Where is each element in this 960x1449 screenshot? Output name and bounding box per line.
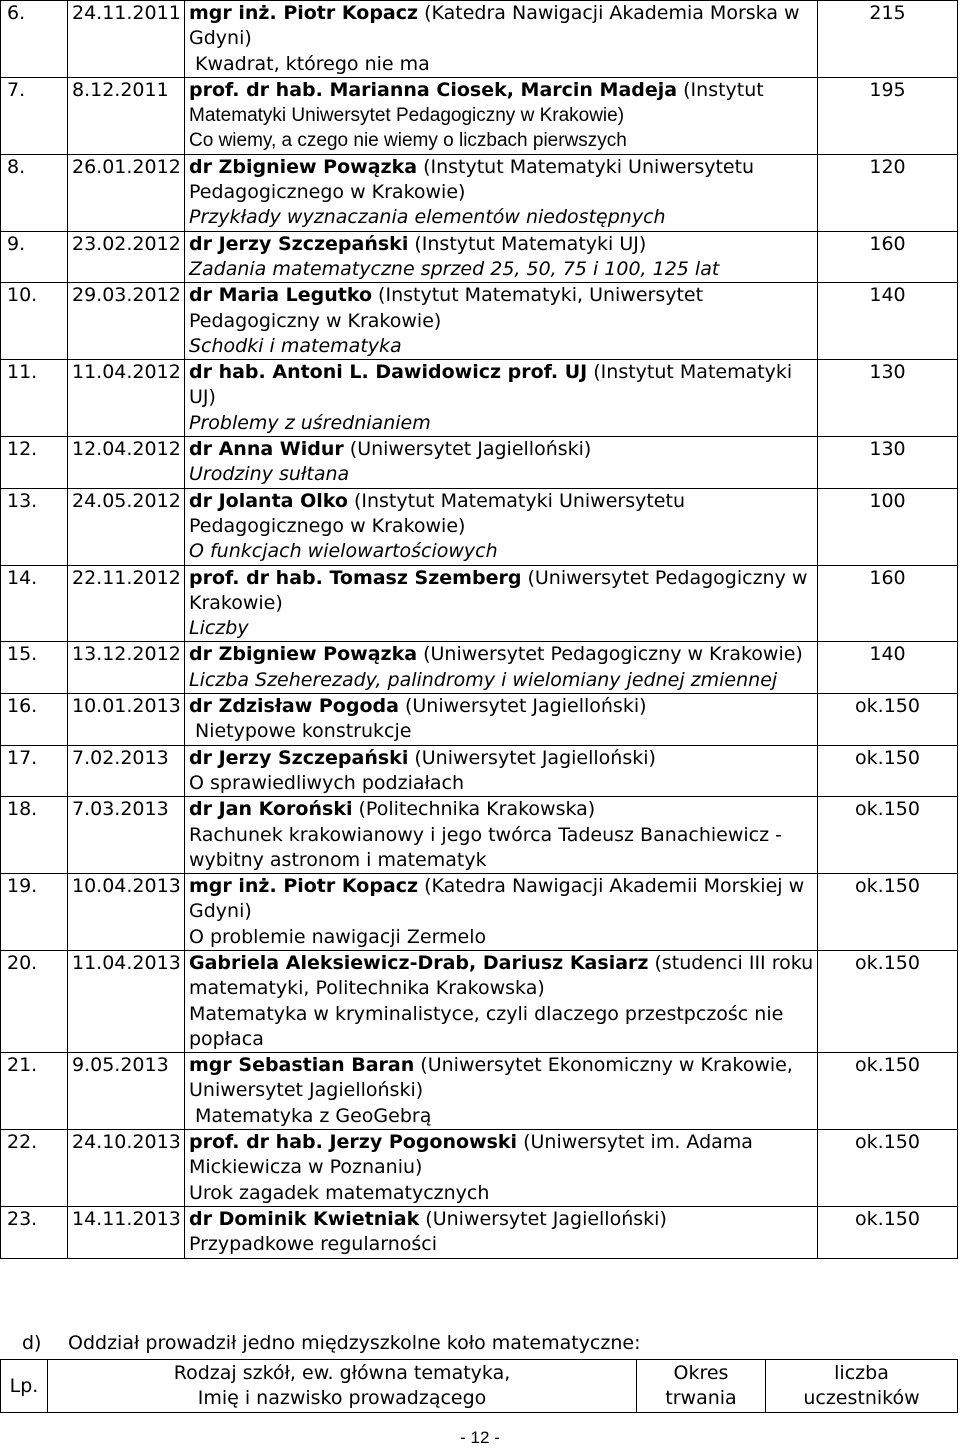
lecture-line <box>189 155 813 180</box>
header-school-line2: Imię i nazwisko prowadzącego <box>197 1387 487 1409</box>
lecture-line <box>189 257 813 282</box>
row-number: 12. <box>1 437 68 489</box>
row-date: 10.04.2013 <box>68 874 185 951</box>
row-date: 24.10.2013 <box>68 1130 185 1207</box>
row-participants: ok.150 <box>818 1206 958 1258</box>
table-row <box>1 565 958 642</box>
lecture-text: UJ) <box>189 386 216 409</box>
lecture-line <box>189 437 813 462</box>
section-d-text: Oddział prowadził jedno międzyszkolne koło matematyczne: <box>68 1332 641 1354</box>
header-period-line2: trwania <box>665 1387 737 1409</box>
header-period-line1: Okres <box>673 1362 729 1384</box>
row-date: 24.11.2011 <box>68 1 185 78</box>
lecture-line <box>189 462 813 487</box>
lecture-text: (Uniwersytet Pedagogiczny w <box>521 566 808 589</box>
lecture-text: Rachunek krakowianowy i jego twórca Tadeusz Banachiewicz - <box>189 823 782 846</box>
lecture-line <box>189 128 813 153</box>
lecture-line <box>189 591 813 616</box>
header-count-line1: liczba <box>834 1362 889 1384</box>
lecture-line <box>189 899 813 924</box>
lecture-line <box>189 1 813 26</box>
speaker-name: mgr inż. Piotr Kopacz <box>189 875 419 898</box>
lecture-line <box>189 719 813 744</box>
speaker-name: prof. dr hab. Jerzy Pogonowski <box>189 1131 518 1154</box>
row-lecture-details <box>185 360 818 437</box>
row-number: 11. <box>1 360 68 437</box>
lecture-line <box>189 668 813 693</box>
speaker-name: Gabriela Aleksiewicz-Drab, Dariusz Kasiarz <box>189 951 649 974</box>
lecture-line <box>189 489 813 514</box>
row-participants: 215 <box>818 1 958 78</box>
speaker-name: dr Maria Legutko <box>189 284 373 307</box>
table-row <box>1 77 958 154</box>
header-school-line1: Rodzaj szkół, ew. główna tematyka, <box>173 1362 511 1384</box>
row-number: 10. <box>1 283 68 360</box>
lecture-line <box>189 1078 813 1103</box>
lecture-text: (Instytut <box>677 78 764 101</box>
lecture-text: Przypadkowe regularności <box>189 1233 438 1256</box>
lecture-line <box>189 951 813 976</box>
row-lecture-details <box>185 874 818 951</box>
lecture-line <box>189 976 813 1001</box>
speaker-name: dr Dominik Kwietniak <box>189 1207 420 1230</box>
row-lecture-details <box>185 1053 818 1130</box>
row-lecture-details <box>185 283 818 360</box>
lecture-text: Kwadrat, którego nie ma <box>195 52 430 75</box>
table-row <box>1 874 958 951</box>
row-number: 9. <box>1 231 68 283</box>
lecture-line <box>189 566 813 591</box>
row-participants: ok.150 <box>818 1130 958 1207</box>
row-date: 23.02.2012 <box>68 231 185 283</box>
table-row <box>1 154 958 231</box>
lecture-text: matematyki, Politechnika Krakowska) <box>189 977 545 1000</box>
speaker-name: mgr inż. Piotr Kopacz <box>189 2 419 24</box>
lecture-line <box>189 283 813 308</box>
lecture-line <box>189 1130 813 1155</box>
row-number: 17. <box>1 745 68 797</box>
speaker-name: dr Zbigniew Powązka <box>189 155 418 178</box>
row-date: 11.04.2013 <box>68 950 185 1052</box>
lecture-line <box>189 823 813 848</box>
table-row <box>1 488 958 565</box>
lecture-line <box>189 309 813 334</box>
lecture-text: (Uniwersytet Ekonomiczny w Krakowie, <box>414 1054 793 1077</box>
lecture-line <box>189 642 813 667</box>
speaker-name: dr Jerzy Szczepański <box>189 232 409 255</box>
table-row <box>1 642 958 694</box>
lecture-title: Przykłady wyznaczania elementów niedostępnych <box>189 206 666 229</box>
lecture-line <box>189 78 813 103</box>
lecture-line <box>189 52 813 77</box>
lecture-title: Schodki i matematyka <box>189 334 402 357</box>
lecture-text: Co wiemy, a czego nie wiemy o liczbach pierwszych <box>189 130 627 152</box>
row-participants: ok.150 <box>818 694 958 746</box>
lecture-text: Mickiewicza w Poznaniu) <box>189 1156 423 1179</box>
row-participants: ok.150 <box>818 1053 958 1130</box>
row-lecture-details <box>185 797 818 874</box>
row-number: 7. <box>1 77 68 154</box>
lecture-text: Pedagogicznego w Krakowie) <box>189 181 466 204</box>
section-d <box>22 1332 960 1354</box>
lecture-text: (Uniwersytet Jagielloński) <box>343 438 592 461</box>
table-row <box>1 745 958 797</box>
row-number: 18. <box>1 797 68 874</box>
lecture-line <box>189 180 813 205</box>
row-lecture-details <box>185 437 818 489</box>
lecture-title: Zadania matematyczne sprzed 25, 50, 75 i 100, 125 lat <box>189 257 720 280</box>
row-date: 22.11.2012 <box>68 565 185 642</box>
row-participants: 140 <box>818 283 958 360</box>
row-number: 20. <box>1 950 68 1052</box>
speaker-name: dr Anna Widur <box>189 438 344 461</box>
row-date: 12.04.2012 <box>68 437 185 489</box>
lecture-text: (Instytut Matematyki Uniwersytetu <box>347 489 685 512</box>
lecture-text: (Politechnika Krakowska) <box>352 798 596 821</box>
lecture-line <box>189 746 813 771</box>
row-number: 6. <box>1 1 68 78</box>
lecture-title: Liczba Szeherezady, palindromy i wielomiany jednej zmiennej <box>189 668 778 691</box>
row-lecture-details <box>185 694 818 746</box>
row-date: 29.03.2012 <box>68 283 185 360</box>
lecture-text: Pedagogicznego w Krakowie) <box>189 514 466 537</box>
lecture-text: (Katedra Nawigacji Akademii Morskiej w <box>418 875 805 898</box>
lecture-line <box>189 360 813 385</box>
lecture-title: O funkcjach wielowartościowych <box>189 540 498 563</box>
lecture-text: Gdyni) <box>189 900 252 923</box>
row-number: 15. <box>1 642 68 694</box>
lecture-line <box>189 385 813 410</box>
lecture-line <box>189 26 813 51</box>
page-number: - 12 - <box>460 1428 500 1447</box>
table-row <box>1 437 958 489</box>
row-lecture-details <box>185 565 818 642</box>
row-date: 24.05.2012 <box>68 488 185 565</box>
row-date: 13.12.2012 <box>68 642 185 694</box>
row-participants: 120 <box>818 154 958 231</box>
row-date: 7.02.2013 <box>68 745 185 797</box>
speaker-name: prof. dr hab. Tomasz Szemberg <box>189 566 522 589</box>
lecture-line <box>189 411 813 436</box>
lecture-line <box>189 616 813 641</box>
lecture-text: Matematyka z GeoGebrą <box>195 1104 432 1127</box>
row-date: 26.01.2012 <box>68 154 185 231</box>
row-lecture-details <box>185 1130 818 1207</box>
lecture-text: (Katedra Nawigacji Akademia Morska w <box>418 2 800 24</box>
speaker-name: mgr Sebastian Baran <box>189 1054 415 1077</box>
row-lecture-details <box>185 154 818 231</box>
header-count <box>766 1360 958 1413</box>
header-school <box>48 1360 637 1413</box>
table-row <box>1 360 958 437</box>
lecture-line <box>189 232 813 257</box>
row-date: 8.12.2011 <box>68 77 185 154</box>
row-participants: 100 <box>818 488 958 565</box>
lecture-title: Liczby <box>189 617 249 640</box>
row-lecture-details <box>185 77 818 154</box>
row-participants: 160 <box>818 231 958 283</box>
speaker-name: prof. dr hab. Marianna Ciosek, Marcin Madeja <box>189 78 678 101</box>
lecture-text: (Uniwersytet im. Adama <box>517 1131 753 1154</box>
lecture-line <box>189 848 813 873</box>
row-lecture-details <box>185 488 818 565</box>
speaker-name: dr Zbigniew Powązka <box>189 643 418 666</box>
table-row <box>1 797 958 874</box>
speaker-name: dr Jolanta Olko <box>189 489 348 512</box>
lecture-line <box>189 1053 813 1078</box>
lecture-line <box>189 1181 813 1206</box>
math-circle-table-header <box>1 1360 958 1413</box>
row-participants: ok.150 <box>818 874 958 951</box>
row-number: 16. <box>1 694 68 746</box>
row-number: 8. <box>1 154 68 231</box>
header-lp: Lp. <box>1 1360 48 1413</box>
lecture-line <box>189 1027 813 1052</box>
lecture-title: Urodziny sułtana <box>189 463 350 486</box>
row-date: 11.04.2012 <box>68 360 185 437</box>
speaker-name: dr Zdzisław Pogoda <box>189 695 399 718</box>
row-participants: 130 <box>818 360 958 437</box>
lecture-line <box>189 205 813 230</box>
math-circle-table <box>0 1359 958 1413</box>
row-number: 14. <box>1 565 68 642</box>
lecture-text: (Instytut Matematyki <box>587 361 793 384</box>
lecture-line <box>189 334 813 359</box>
lecture-text: popłaca <box>189 1027 264 1050</box>
lecture-line <box>189 694 813 719</box>
row-lecture-details <box>185 950 818 1052</box>
row-lecture-details <box>185 1206 818 1258</box>
header-period <box>637 1360 766 1413</box>
table-row <box>1 1206 958 1258</box>
table-row <box>1 950 958 1052</box>
row-lecture-details <box>185 231 818 283</box>
row-number: 13. <box>1 488 68 565</box>
table-row <box>1 1130 958 1207</box>
row-number: 21. <box>1 1053 68 1130</box>
row-number: 22. <box>1 1130 68 1207</box>
lecture-line <box>189 1155 813 1180</box>
lecture-line <box>189 514 813 539</box>
row-participants: ok.150 <box>818 797 958 874</box>
lecture-text: Gdyni) <box>189 27 252 50</box>
lecture-line <box>189 874 813 899</box>
lecture-text: (Uniwersytet Jagielloński) <box>408 746 656 769</box>
row-participants: 140 <box>818 642 958 694</box>
lecture-text: (Instytut Matematyki, Uniwersytet <box>372 284 704 307</box>
row-lecture-details <box>185 745 818 797</box>
row-participants: ok.150 <box>818 950 958 1052</box>
lecture-text: (studenci III roku <box>648 951 814 974</box>
row-participants: 130 <box>818 437 958 489</box>
lecture-text: Urok zagadek matematycznych <box>189 1181 490 1204</box>
speaker-name: dr Jerzy Szczepański <box>189 746 409 769</box>
row-number: 19. <box>1 874 68 951</box>
lecture-text: Pedagogiczny w Krakowie) <box>189 309 442 332</box>
lecture-text: wybitny astronom i matematyk <box>189 848 487 871</box>
lectures-table-body <box>1 1 958 1259</box>
lecture-line <box>189 1104 813 1129</box>
table-row <box>1 1 958 78</box>
lecture-title: Problemy z uśrednianiem <box>189 411 431 434</box>
lecture-text: (Uniwersytet Jagielloński) <box>419 1207 667 1230</box>
lecture-text: Krakowie) <box>189 591 283 614</box>
table-row <box>1 231 958 283</box>
lecture-text: Uniwersytet Jagielloński) <box>189 1079 424 1102</box>
row-participants: 160 <box>818 565 958 642</box>
section-d-label: d) <box>22 1332 42 1354</box>
lecture-line <box>189 1002 813 1027</box>
table-row <box>1 283 958 360</box>
lecture-text: O sprawiedliwych podziałach <box>189 771 465 794</box>
lecture-text: (Instytut Matematyki UJ) <box>408 232 647 255</box>
lecture-text: Matematyki Uniwersytet Pedagogiczny w Krakowie) <box>189 105 625 127</box>
lecture-line <box>189 1232 813 1257</box>
lecture-line <box>189 925 813 950</box>
row-date: 9.05.2013 <box>68 1053 185 1130</box>
row-date: 14.11.2013 <box>68 1206 185 1258</box>
row-lecture-details <box>185 1 818 78</box>
lecture-text: (Instytut Matematyki Uniwersytetu <box>417 155 755 178</box>
row-lecture-details <box>185 642 818 694</box>
row-participants: ok.150 <box>818 745 958 797</box>
row-number: 23. <box>1 1206 68 1258</box>
lecture-text: (Uniwersytet Jagielloński) <box>398 695 647 718</box>
lecture-text: (Uniwersytet Pedagogiczny w Krakowie) <box>417 643 803 666</box>
row-participants: 195 <box>818 77 958 154</box>
lecture-line <box>189 539 813 564</box>
row-date: 7.03.2013 <box>68 797 185 874</box>
speaker-name: dr hab. Antoni L. Dawidowicz prof. UJ <box>189 361 588 384</box>
table-row <box>1 1053 958 1130</box>
speaker-name: dr Jan Koroński <box>189 798 353 821</box>
header-count-line2: uczestników <box>803 1387 920 1409</box>
lecture-text: Matematyka w kryminalistyce, czyli dlaczego przestpczośc nie <box>189 1002 784 1025</box>
row-date: 10.01.2013 <box>68 694 185 746</box>
lecture-line <box>189 1207 813 1232</box>
lecture-text: Nietypowe konstrukcje <box>195 720 412 743</box>
lecture-line <box>189 771 813 796</box>
lecture-line <box>189 797 813 822</box>
lecture-text: O problemie nawigacji Zermelo <box>189 925 487 948</box>
table-row <box>1 694 958 746</box>
lecture-line <box>189 103 813 128</box>
